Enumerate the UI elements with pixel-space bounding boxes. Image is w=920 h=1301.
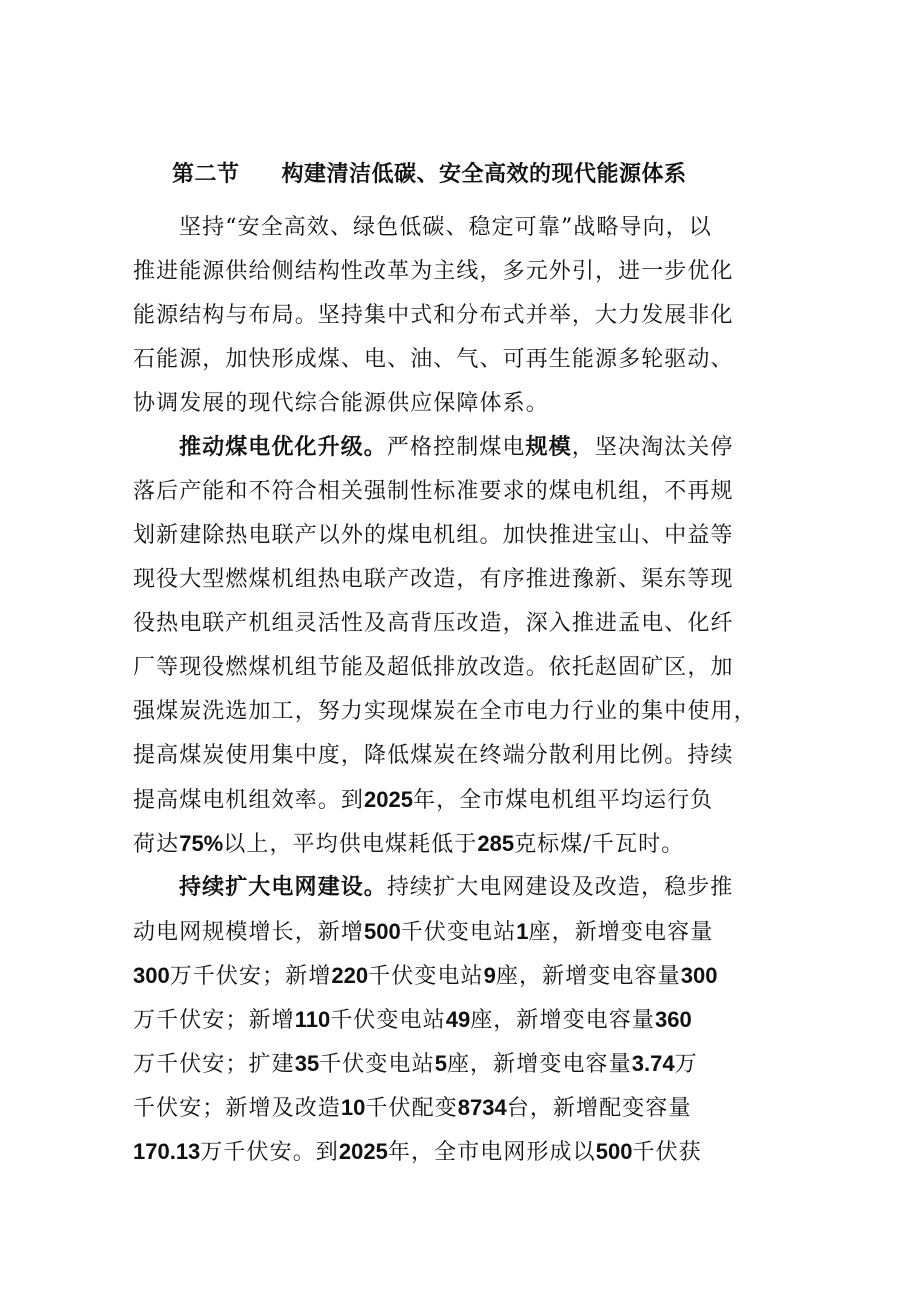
text-span: 500: [364, 919, 401, 944]
text-line: [133, 514, 753, 558]
text-line: [133, 646, 753, 690]
text-span: 千伏安；新增及改造: [133, 1096, 341, 1121]
text-line: [133, 734, 753, 778]
text-line: [133, 822, 753, 866]
paragraph-grid-construction: [133, 866, 753, 1174]
text-span: 千伏变电站: [330, 1008, 446, 1033]
text-span: 克标煤/千瓦时。: [514, 832, 685, 857]
text-span: 协调发展的现代综合能源供应保障体系。: [133, 391, 549, 416]
text-line: [133, 998, 753, 1042]
text-span: 35: [294, 1051, 320, 1076]
text-span: 落后产能和不符合相关强制性标准要求的煤电机组，不再规: [133, 479, 734, 504]
text-span: 1: [516, 919, 529, 944]
text-span: 千伏变电站: [400, 920, 517, 945]
text-span: 石能源，加快形成煤、电、油、气、可再生能源多轮驱动、: [133, 347, 734, 372]
text-span: 千伏变电站: [319, 1052, 435, 1077]
paragraph-intro: [133, 206, 753, 426]
text-span: 千伏配变: [365, 1096, 458, 1121]
text-span: 万千伏安；新增: [169, 964, 332, 989]
text-span: 300: [680, 963, 718, 988]
text-span: 座，新增变电容量: [470, 1008, 656, 1033]
text-span: 台，新增配变容量: [506, 1096, 692, 1121]
text-line: [133, 866, 753, 910]
section-title: 构建清洁低碳、安全高效的现代能源体系: [281, 162, 687, 187]
text-span: 推进能源供给侧结构性改革为主线，多元外引，进一步优化: [133, 259, 734, 284]
text-span: 万: [674, 1052, 698, 1077]
text-span: 年，全市电网形成以: [387, 1140, 596, 1165]
text-span: 万千伏安；新增: [133, 1008, 295, 1033]
text-line: [133, 206, 753, 250]
text-span: 现役大型燃煤机组热电联产改造，有序推进豫新、渠东等现: [133, 567, 734, 592]
text-span: 万千伏安。到: [200, 1140, 339, 1165]
text-line: [133, 602, 753, 646]
text-line: [133, 1042, 753, 1086]
text-span: 以上，平均供电煤耗低于: [223, 832, 478, 857]
text-span: 座，新增变电容量: [495, 964, 681, 989]
text-span: 10: [340, 1095, 366, 1120]
text-span: 75%: [179, 831, 224, 856]
text-span: 千伏变电站: [368, 964, 484, 989]
text-span: 严格控制煤电: [386, 435, 526, 460]
text-span: 坚持“安全高效、绿色低碳、稳定可靠”战略导向，以: [179, 215, 712, 240]
text-span: 170.13: [133, 1139, 201, 1164]
text-span: 荷达: [133, 832, 180, 857]
section-number: 第二节: [172, 162, 240, 187]
text-line: [133, 910, 753, 954]
text-span: 5: [434, 1051, 447, 1076]
text-span: 万千伏安；扩建: [133, 1052, 295, 1077]
text-span: 提高煤炭使用集中度，降低煤炭在终端分散利用比例。持续: [133, 743, 734, 768]
text-line: [133, 338, 753, 382]
text-span: 3.74: [631, 1051, 675, 1076]
bold-lead-text: 持续扩大电网建设。: [179, 875, 387, 900]
text-span: 能源结构与布局。坚持集中式和分布式并举，大力发展非化: [133, 303, 734, 328]
text-span: 座，新增变电容量: [446, 1052, 632, 1077]
text-line: [133, 382, 753, 426]
text-line: [133, 426, 753, 470]
text-span: 110: [294, 1007, 331, 1032]
section-heading: [172, 157, 687, 188]
text-span: 285: [477, 831, 515, 856]
text-line: [133, 294, 753, 338]
text-span: 2025: [364, 787, 413, 812]
bold-lead-text: 规模: [525, 435, 572, 460]
text-span: 300: [133, 963, 170, 988]
text-span: 千伏获: [632, 1140, 702, 1165]
text-span: 49: [445, 1007, 471, 1032]
text-span: 划新建除热电联产以外的煤电机组。加快推进宝山、中益等: [133, 523, 734, 548]
text-span: 持续扩大电网建设及改造，稳步推: [386, 875, 734, 900]
text-span: 动电网规模增长，新增: [133, 920, 365, 945]
text-line: [133, 1130, 753, 1174]
text-span: 役热电联产机组灵活性及高背压改造，深入推进孟电、化纤: [133, 611, 734, 636]
paragraph-coal-power: [133, 426, 757, 866]
text-line: [133, 690, 757, 734]
text-line: [133, 470, 753, 514]
text-line: [133, 250, 753, 294]
text-line: [133, 1086, 753, 1130]
text-span: 厂等现役燃煤机组节能及超低排放改造。依托赵固矿区，加: [133, 655, 734, 680]
text-span: ，坚决淘汰关停: [571, 435, 734, 460]
bold-lead-text: 推动煤电优化升级。: [179, 435, 387, 460]
text-span: 9: [483, 963, 496, 988]
text-line: [133, 558, 753, 602]
text-span: 强煤炭洗选加工，努力实现煤炭在全市电力行业的集中使用，: [133, 699, 757, 724]
text-span: 2025: [338, 1139, 388, 1164]
text-line: [133, 778, 753, 822]
text-span: 8734: [457, 1095, 507, 1120]
text-line: [133, 954, 753, 998]
text-span: 座，新增变电容量: [528, 920, 714, 945]
text-span: 年，全市煤电机组平均运行负: [412, 788, 714, 813]
text-span: 500: [595, 1139, 633, 1164]
text-span: 提高煤电机组效率。到: [133, 788, 365, 813]
text-span: 220: [331, 963, 369, 988]
text-span: 360: [655, 1007, 692, 1032]
